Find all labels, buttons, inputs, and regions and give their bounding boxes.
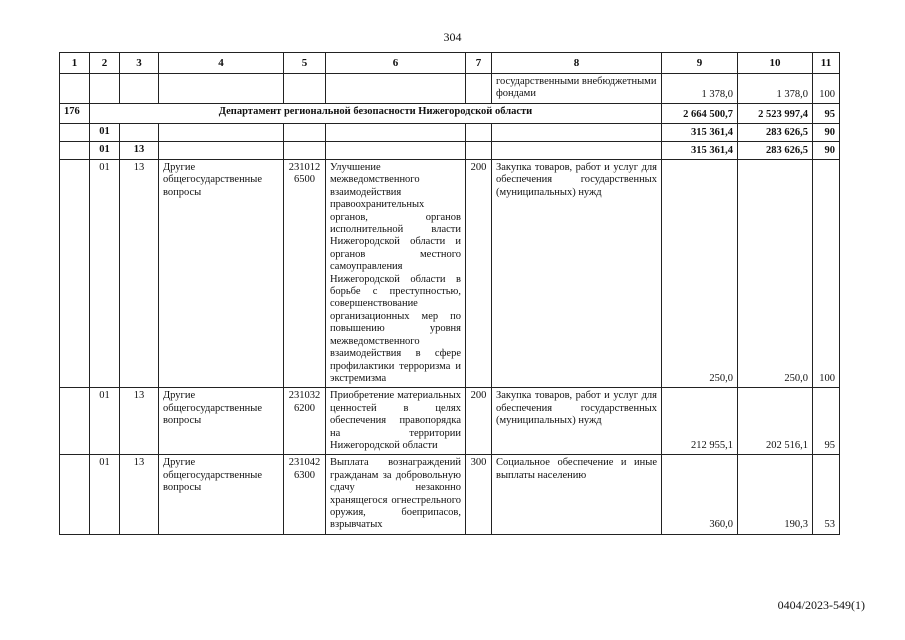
amount-planned: 360,0 [662,455,738,534]
percent-executed: 90 [813,124,840,142]
amount-planned: 250,0 [662,160,738,388]
expense-type-code: 200 [466,388,492,455]
amount-executed: 283 626,5 [738,124,813,142]
amount-planned: 315 361,4 [662,142,738,160]
target-article-code: 231032 6200 [284,388,326,455]
expense-type: Закупка товаров, работ и услуг для обеспечения государственных (муниципальных) нужд [492,160,662,388]
department-row [60,104,840,124]
percent-executed: 90 [813,142,840,160]
header-cell: 5 [284,53,326,74]
expense-type-code: 200 [466,160,492,388]
amount-planned: 315 361,4 [662,124,738,142]
expense-type: Закупка товаров, работ и услуг для обеспечения государственных (муниципальных) нужд [492,388,662,455]
header-cell: 3 [120,53,159,74]
amount-executed: 190,3 [738,455,813,534]
expense-description: Приобретение материальных ценностей в целях обеспечения правопорядка на территории Нижегородской области [326,388,466,455]
page-number: 304 [443,30,462,44]
expense-type: Социальное обеспечение и иные выплаты населению [492,455,662,534]
subsection-code: 13 [120,142,159,160]
percent-executed: 95 [813,388,840,455]
subsection-code: 13 [120,388,159,455]
table-row [60,388,840,455]
percent-executed: 95 [813,104,840,124]
amount-planned: 2 664 500,7 [662,104,738,124]
percent-executed: 100 [813,160,840,388]
header-cell: 9 [662,53,738,74]
expense-type-code: 300 [466,455,492,534]
amount-executed: 1 378,0 [738,74,813,104]
department-number: 176 [60,104,90,124]
amount-planned: 1 378,0 [662,74,738,104]
budget-table [59,52,840,535]
percent-executed: 100 [813,74,840,104]
section-row [60,124,840,142]
section-code: 01 [90,455,120,534]
header-cell: 7 [466,53,492,74]
table-row [60,160,840,388]
amount-executed: 2 523 997,4 [738,104,813,124]
header-cell: 2 [90,53,120,74]
amount-executed: 250,0 [738,160,813,388]
table-row [60,455,840,534]
expense-description: Улучшение межведомственного взаимодействия правоохранительных органов, органов исполнительной власти Нижегородской области и органов местного самоуправления Нижегородской области в борьбе с преступностью, совершенствование организационных мер по повышению уровня межведомственного взаимодействия в сфере профилактики терроризма и экстремизма [326,160,466,388]
target-article-code: 231042 6300 [284,455,326,534]
subsection-code: 13 [120,160,159,388]
subsection-code: 13 [120,455,159,534]
header-cell: 4 [159,53,284,74]
header-cell: 11 [813,53,840,74]
section-name: Другие общегосударственные вопросы [159,455,284,534]
target-article-code: 231012 6500 [284,160,326,388]
continuation-row [60,74,840,104]
section-name: Другие общегосударственные вопросы [159,160,284,388]
amount-executed: 202 516,1 [738,388,813,455]
percent-executed: 53 [813,455,840,534]
department-title: Департамент региональной безопасности Нижегородской области [90,104,662,124]
expense-type: государственными внебюджетными фондами [492,74,662,104]
header-cell: 10 [738,53,813,74]
document-code: 0404/2023-549(1) [777,598,865,612]
amount-executed: 283 626,5 [738,142,813,160]
section-code: 01 [90,388,120,455]
header-cell: 8 [492,53,662,74]
section-code: 01 [90,124,120,142]
subsection-row [60,142,840,160]
amount-planned: 212 955,1 [662,388,738,455]
section-code: 01 [90,142,120,160]
header-cell: 6 [326,53,466,74]
header-row [60,53,840,74]
expense-description: Выплата вознаграждений гражданам за добровольную сдачу незаконно хранящегося огнестрельного оружия, боеприпасов, взрывчатых [326,455,466,534]
section-code: 01 [90,160,120,388]
header-cell: 1 [60,53,90,74]
section-name: Другие общегосударственные вопросы [159,388,284,455]
